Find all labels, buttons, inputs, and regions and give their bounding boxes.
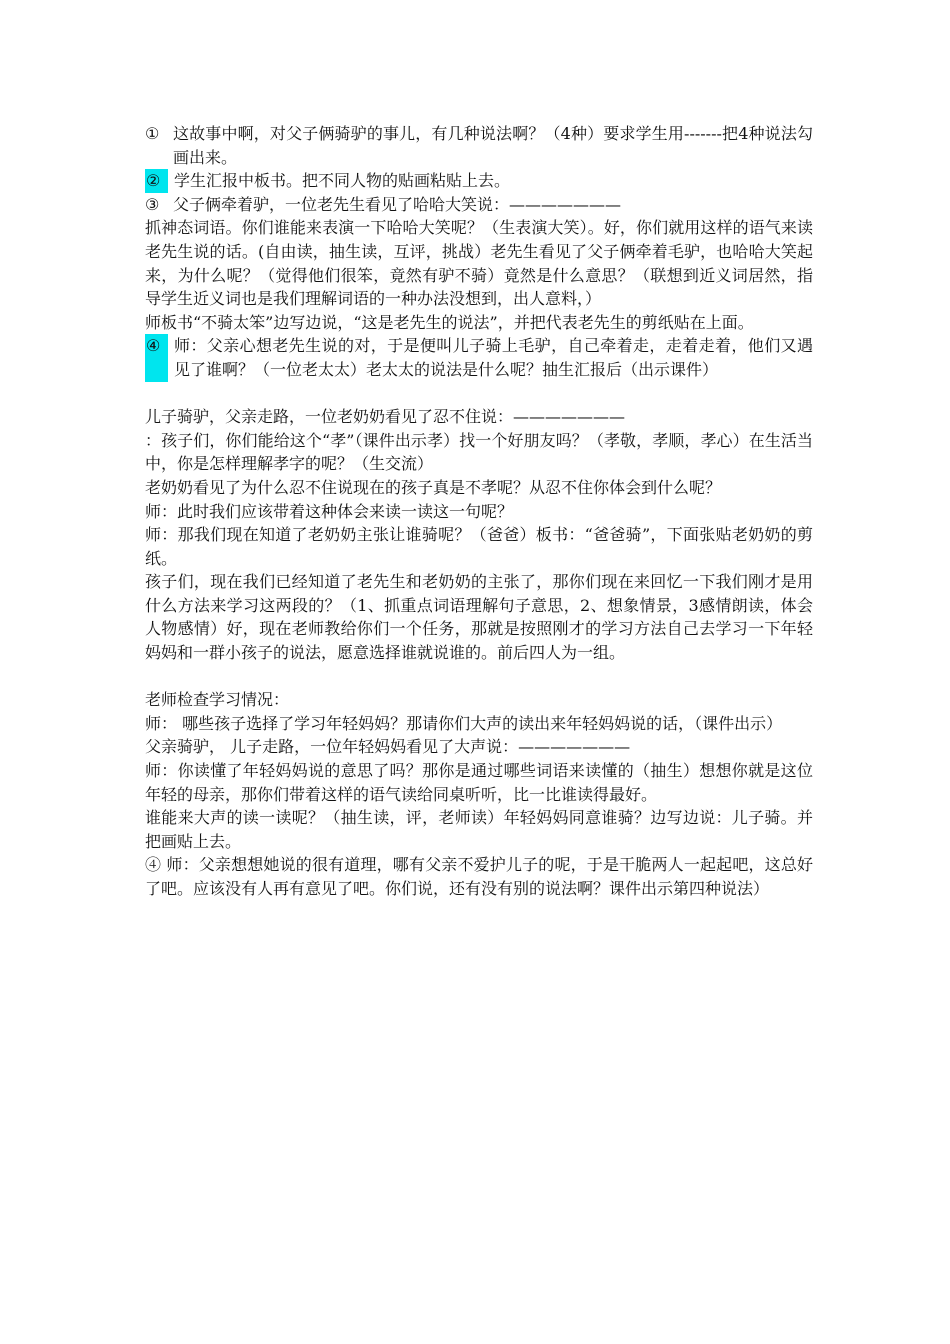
numbered-item-1 — [145, 122, 813, 169]
paragraph: 谁能来大声的读一读呢？（抽生读，评，老师读）年轻妈妈同意谁骑？边写边说：儿子骑。并把画贴上去。 — [145, 808, 813, 851]
paragraph: ：孩子们，你们能给这个“孝”（课件出示孝）找一个好朋友吗？（孝敬，孝顺，孝心）在生活当中，你是怎样理解孝字的呢？（生交流） — [145, 430, 813, 474]
paragraph: 师：此时我们应该带着这种体会来读一读这一句呢？ — [145, 501, 514, 521]
paragraph: 孩子们，现在我们已经知道了老先生和老奶奶的主张了，那你们现在来回忆一下我们刚才是用什么方法来学习这两段的？（1、抓重点词语理解句子意思，2、想象情景，3感情朗读，体会人物感情）好，现在老师教给你们一个任务，那就是按照刚才的学习方法自己去学习一下年轻妈妈和一群小孩子的说法，愿意选择谁就说谁的。前后四人为一组。 — [145, 572, 813, 663]
paragraph: 师：那我们现在知道了老奶奶主张让谁骑呢？（爸爸）板书：“爸爸骑”，下面张贴老奶奶的剪纸。 — [145, 525, 813, 568]
paragraph: ④ 师：父亲想想她说的很有道理，哪有父亲不爱护儿子的呢，于是干脆两人一起起吧，这总好了吧。应该没有人再有意见了吧。你们说，还有没有别的说法啊？课件出示第四种说法） — [145, 855, 813, 898]
paragraph: 儿子骑驴，父亲走路，一位老奶奶看见了忍不住说：——————— — [145, 407, 626, 427]
blank-line — [145, 665, 813, 689]
paragraph: 师：你读懂了年轻妈妈说的意思了吗？那你是通过哪些词语来读懂的（抽生）想想你就是这位年轻的母亲，那你们带着这样的语气读给同桌听听，比一比谁读得最好。 — [145, 761, 813, 804]
paragraph: 抓神态词语。你们谁能来表演一下哈哈大笑呢？（生表演大笑）。好，你们就用这样的语气来读老先生说的话。(自由读，抽生读，互评，挑战）老先生看见了父子俩牵着毛驴，也哈哈大笑起来，为什么呢？（觉得他们很笨，竟然有驴不骑）竟然是什么意思？（联想到近义词居然，指导学生近义词也是我们理解词语的一种办法没想到，出人意料，） — [145, 218, 813, 309]
paragraph: 师： 哪些孩子选择了学习年轻妈妈？那请你们大声的读出来年轻妈妈说的话，（课件出示） — [145, 713, 783, 733]
document-page — [145, 122, 813, 901]
item-number: ③ — [145, 194, 160, 214]
numbered-item-3 — [145, 193, 813, 217]
item-text: 父子俩牵着驴，一位老先生看见了哈哈大笑说：——————— — [173, 194, 622, 214]
item-text: 这故事中啊，对父子俩骑驴的事儿，有几种说法啊？（4种）要求学生用-------把4种说法勾画出来。 — [173, 124, 813, 167]
item-number: ① — [145, 124, 160, 143]
blank-line — [145, 382, 813, 406]
item-number-highlighted: ④ — [145, 334, 168, 381]
item-number-highlighted: ② — [145, 169, 168, 193]
paragraph: 老师检查学习情况： — [145, 690, 290, 710]
paragraph: 师板书“不骑太笨”边写边说，“这是老先生的说法”，并把代表老先生的剪纸贴在上面。 — [145, 312, 754, 332]
item-text: 师：父亲心想老先生说的对，于是便叫儿子骑上毛驴，自己牵着走，走着走着，他们又遇见了谁啊？（一位老太太）老太太的说法是什么呢？抽生汇报后（出示课件） — [174, 336, 813, 379]
numbered-item-4 — [145, 334, 813, 381]
paragraph: 老奶奶看见了为什么忍不住说现在的孩子真是不孝呢？从忍不住你体会到什么呢？ — [145, 477, 722, 497]
paragraph: 父亲骑驴， 儿子走路，一位年轻妈妈看见了大声说：——————— — [145, 737, 631, 757]
numbered-item-2 — [145, 169, 813, 193]
item-text: 学生汇报中板书。把不同人物的贴画粘贴上去。 — [174, 171, 511, 191]
